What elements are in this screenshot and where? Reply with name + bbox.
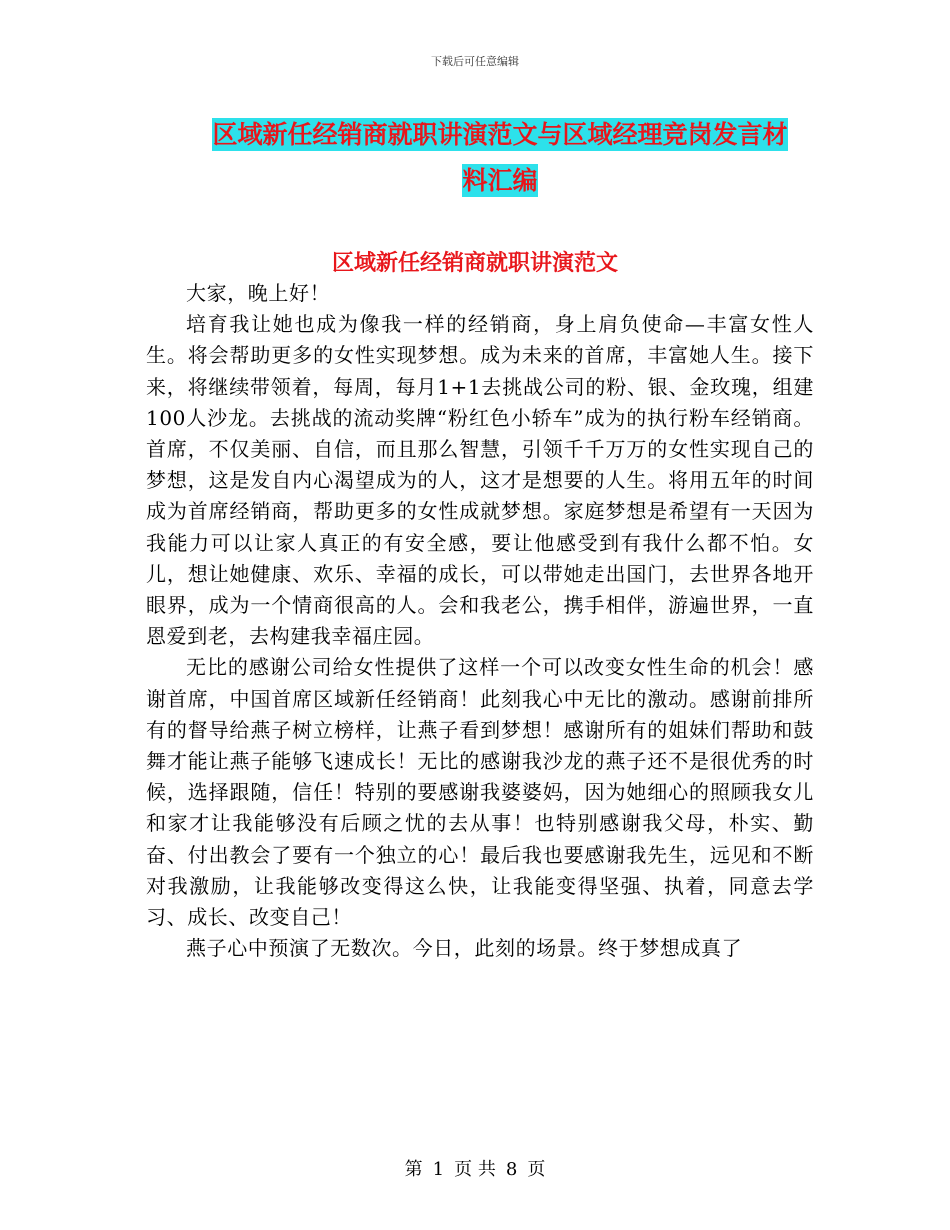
document-title-line1: 区域新任经销商就职讲演范文与区域经理竞岗发言材 — [212, 120, 788, 149]
footer-suffix: 页 — [527, 1159, 546, 1180]
document-title — [150, 112, 850, 204]
section-title: 区域新任经销商就职讲演范文 — [331, 250, 618, 276]
footer-middle: 页 共 — [454, 1159, 496, 1180]
page-footer — [0, 1155, 950, 1181]
body-text — [146, 278, 814, 964]
footer-total-pages: 8 — [505, 1159, 518, 1180]
paragraph-greeting: 大家，晚上好！ — [186, 281, 331, 305]
paragraph: 燕子心中预演了无数次。今日，此刻的场景。终于梦想成真了 — [186, 936, 743, 961]
paragraph: 无比的感谢公司给女性提供了这样一个可以改变女性生命的机会！感谢首席，中国首席区域新任经销商！此刻我心中无比的激动。感谢前排所有的督导给燕子树立榜样，让燕子看到梦想！感谢所有的姐妹们帮助和鼓舞才能让燕子能够飞速成长！无比的感谢我沙龙的燕子还不是很优秀的时候，选择跟随，信任！特别的要感谢我婆婆妈，因为她细心的照顾我女儿和家才让我能够没有后顾之忧的去从事！也特别感谢我父母，朴实、勤奋、付出教会了要有一个独立的心！最后我也要感谢我先生，远见和不断对我激励，让我能够改变得这么快，让我能变得坚强、执着，同意去学习、成长、改变自己！ — [146, 655, 814, 930]
paragraph: 培育我让她也成为像我一样的经销商，身上肩负使命—丰富女性人生。将会帮助更多的女性实现梦想。成为未来的首席，丰富她人生。接下来，将继续带领着，每周，每月1+1去挑战公司的粉、银、金玫瑰，组建100人沙龙。去挑战的流动奖牌“粉红色小轿车”成为的执行粉车经销商。首席，不仅美丽、自信，而且那么智慧，引领千千万万的女性实现自己的梦想，这是发自内心渴望成为的人，这才是想要的人生。将用五年的时间成为首席经销商，帮助更多的女性成就梦想。家庭梦想是希望有一天因为我能力可以让家人真正的有安全感，要让他感受到有我什么都不怕。女儿，想让她健康、欢乐、幸福的成长，可以带她走出国门，去世界各地开眼界，成为一个情商很高的人。会和我老公，携手相伴，游遍世界，一直恩爱到老，去构建我幸福庄园。 — [146, 312, 814, 649]
document-title-line2: 料汇编 — [462, 166, 538, 195]
footer-prefix: 第 — [404, 1159, 423, 1180]
header-note: 下载后可任意编辑 — [431, 55, 519, 68]
footer-page-number: 1 — [432, 1159, 445, 1180]
